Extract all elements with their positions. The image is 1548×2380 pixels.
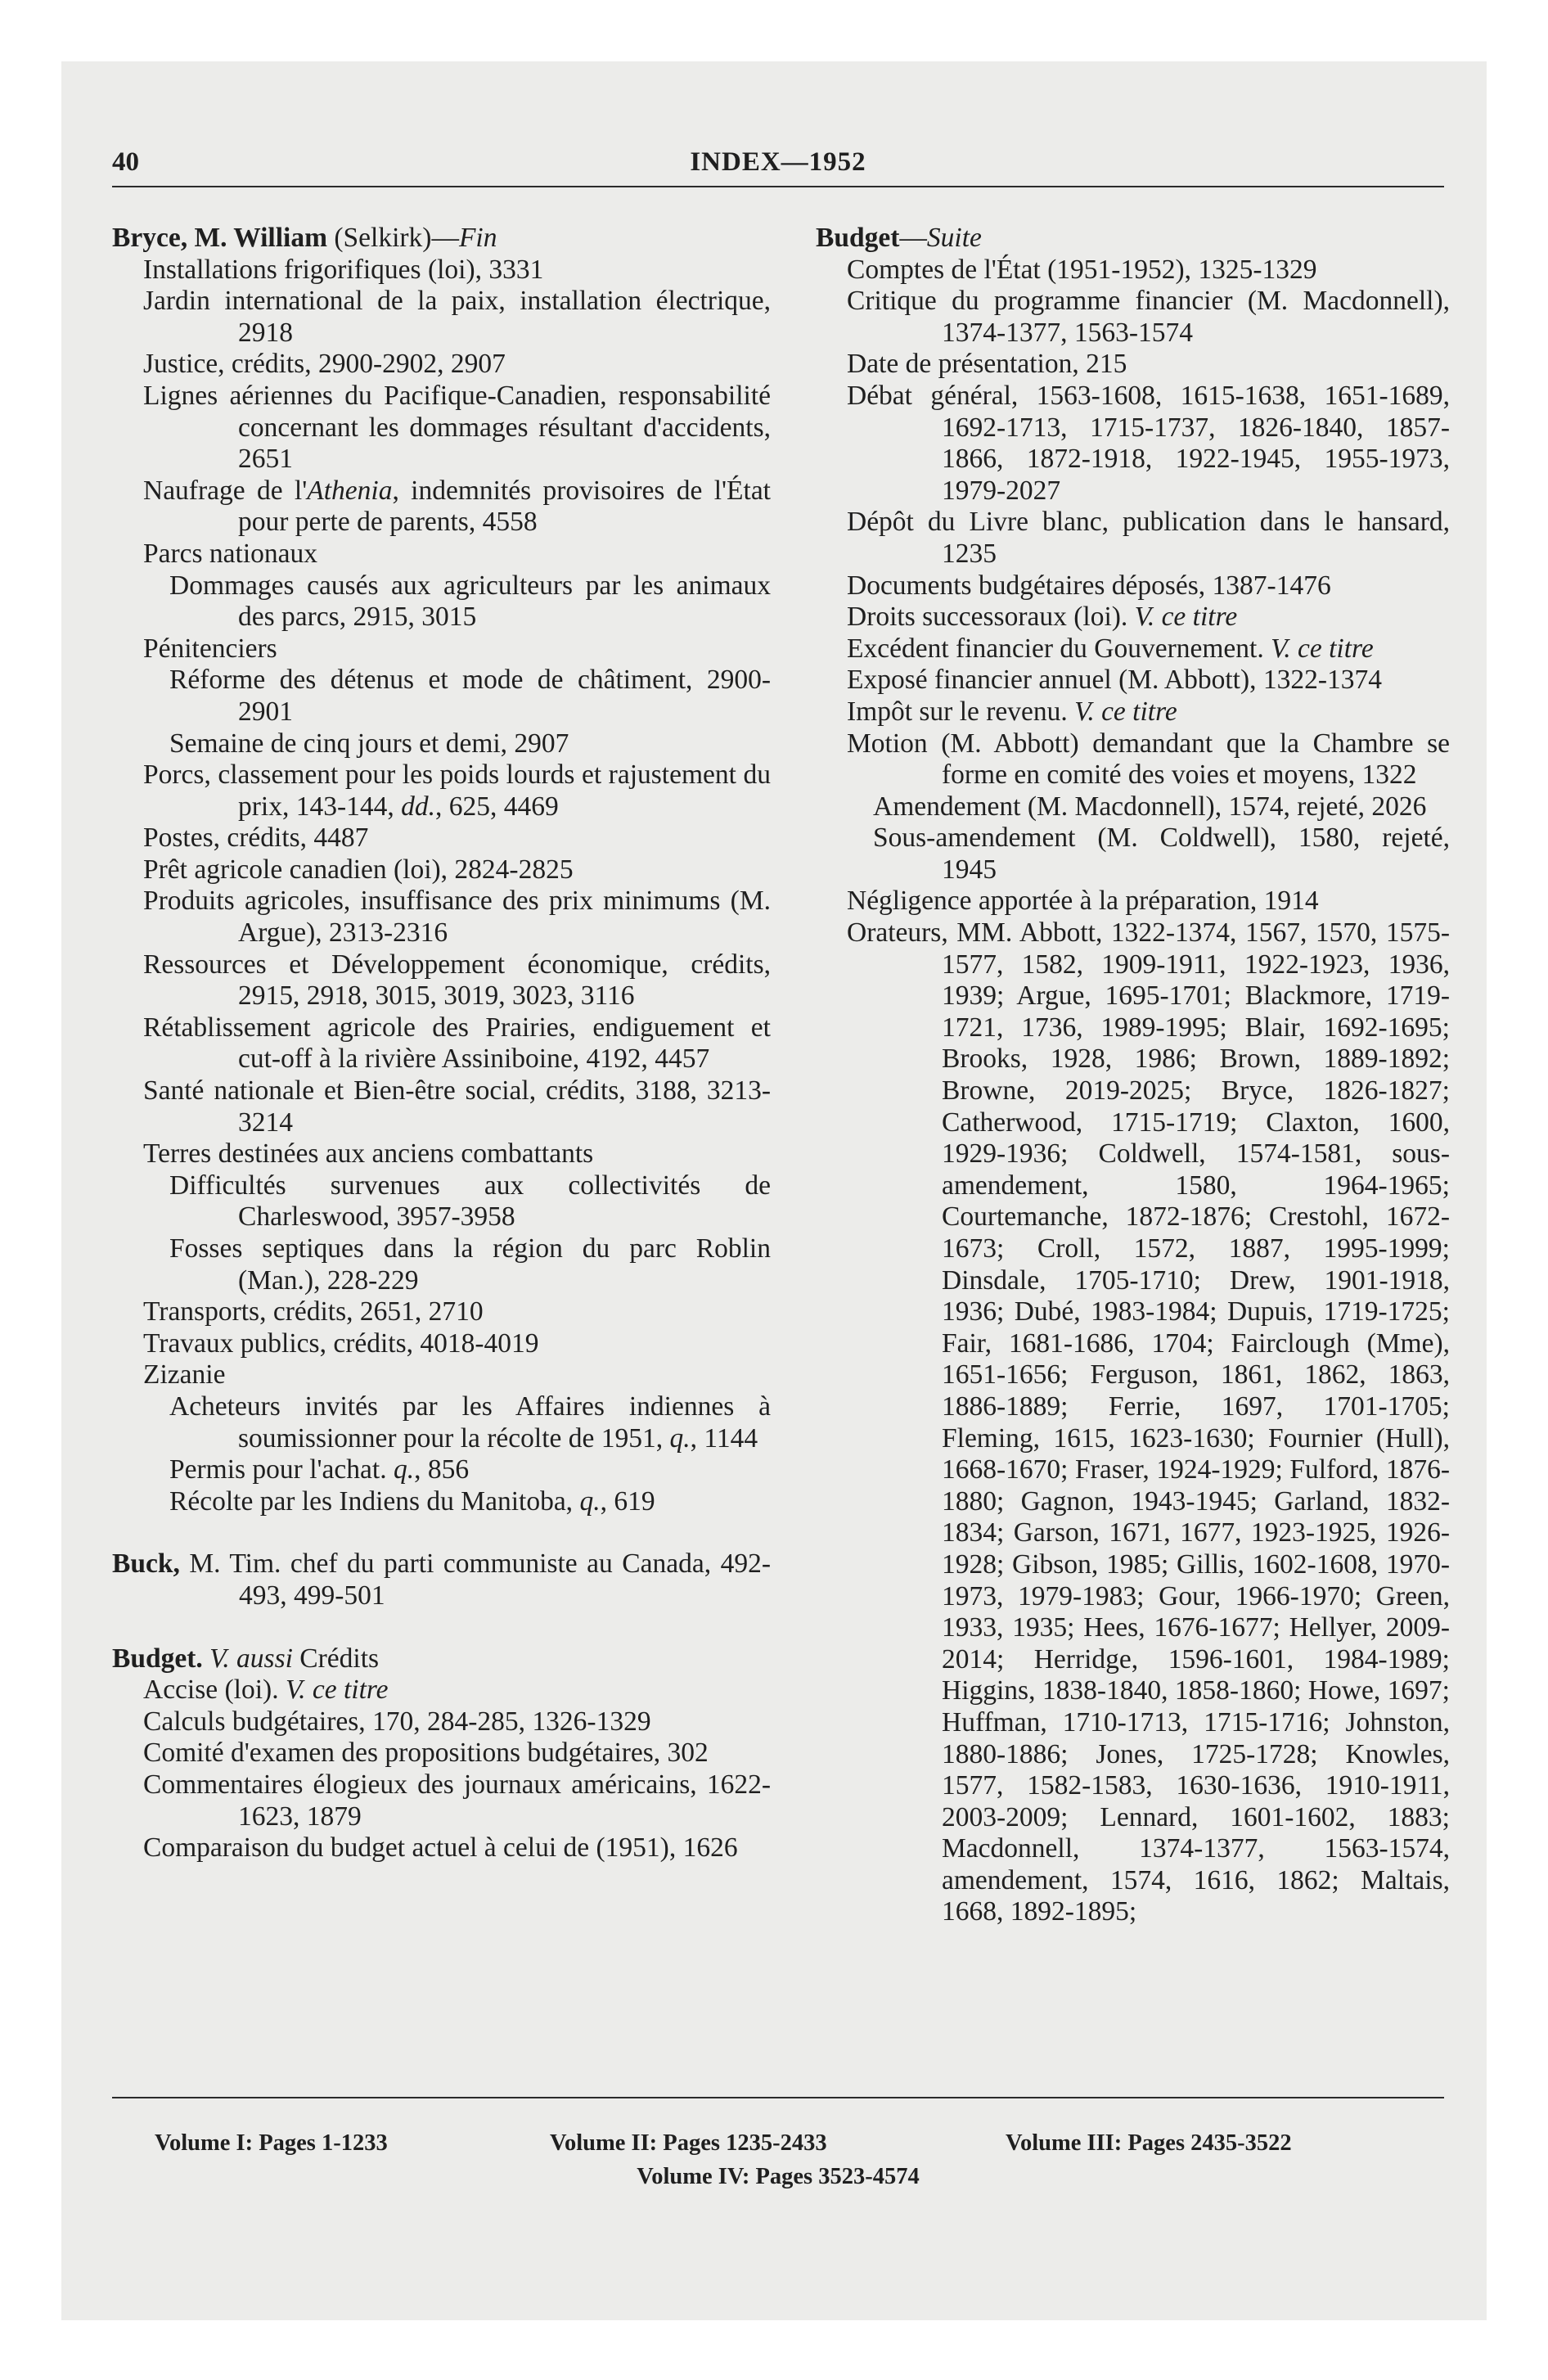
index-entry <box>112 823 771 854</box>
index-heading <box>112 223 771 255</box>
index-entry <box>112 1296 771 1328</box>
volume-footer <box>112 2130 1444 2204</box>
index-entry <box>112 1675 771 1706</box>
index-entry <box>816 381 1450 507</box>
index-entry <box>816 823 1450 886</box>
entry-text: Acheteurs invités par les Affaires indiennes à soumissionner pour la récolte de 1951, <box>169 1391 771 1454</box>
entry-text: Motion (M. Abbott) demandant que la Chambre se forme en comité des voies et moyens, 1322 <box>847 728 1450 791</box>
index-entry <box>816 570 1450 602</box>
entry-text: Installations frigorifiques (loi), 3331 <box>143 254 544 285</box>
entry-text: M. Tim. chef du parti communiste au Canada, 492-493, 499-501 <box>179 1548 771 1611</box>
index-entry <box>816 728 1450 791</box>
index-entry <box>816 349 1450 381</box>
index-column-left <box>112 223 771 1864</box>
index-entry <box>112 1769 771 1832</box>
index-entry <box>112 1075 771 1138</box>
entry-text: Parcs nationaux <box>143 538 318 569</box>
entry-text: — <box>899 223 927 253</box>
entry-text: Justice, crédits, 2900-2902, 2907 <box>143 349 506 380</box>
entry-text: V. aussi <box>209 1643 293 1674</box>
entry-text: V. ce titre <box>1134 602 1238 633</box>
index-entry <box>112 886 771 949</box>
entry-text: V. ce titre <box>1271 633 1374 664</box>
entry-text: , 619 <box>600 1485 655 1517</box>
entry-text: V. ce titre <box>285 1675 389 1706</box>
entry-text: Zizanie <box>143 1359 226 1391</box>
entry-text: Excédent financier du Gouvernement. <box>847 633 1271 664</box>
page-number: 40 <box>112 147 139 177</box>
entry-heading-name: Buck, <box>112 1548 180 1580</box>
index-entry <box>112 728 771 760</box>
header-rule <box>112 186 1444 187</box>
entry-text: Date de présentation, 215 <box>847 349 1127 380</box>
page-header <box>112 137 1444 187</box>
entry-text: Rétablissement agricole des Prairies, endiguement et cut-off à la rivière Assiniboine, 4192, 4457 <box>143 1012 771 1075</box>
index-entry <box>112 1233 771 1296</box>
volume-1-range: Volume I: Pages 1-1233 <box>155 2130 388 2156</box>
entry-text: Prêt agricole canadien (loi), 2824-2825 <box>143 854 574 885</box>
entry-text: Sous-amendement (M. Coldwell), 1580, rejeté, 1945 <box>873 823 1450 885</box>
index-entry <box>816 791 1450 823</box>
index-entry <box>816 507 1450 570</box>
entry-text: Porcs, classement pour les poids lourds et rajustement du prix, 143-144, <box>143 760 771 822</box>
entry-text: Exposé financier annuel (M. Abbott), 1322-1374 <box>847 665 1383 696</box>
index-entry <box>112 1012 771 1075</box>
entry-text: Difficultés survenues aux collectivités de Charleswood, 3957-3958 <box>169 1170 771 1233</box>
index-entry <box>112 854 771 886</box>
entry-heading-name: Budget <box>816 223 900 253</box>
index-entry <box>112 1138 771 1170</box>
entry-text <box>203 1643 209 1674</box>
index-entry <box>112 255 771 286</box>
entry-text: Fosses septiques dans la région du parc Roblin (Man.), 228-229 <box>169 1233 771 1296</box>
entry-text: Suite <box>926 223 982 253</box>
entry-heading-name: Budget. <box>112 1643 203 1674</box>
index-heading <box>816 223 1450 255</box>
footer-rule <box>112 2097 1444 2098</box>
entry-text: Comptes de l'État (1951-1952), 1325-1329 <box>847 254 1317 285</box>
entry-text: Récolte par les Indiens du Manitoba, <box>169 1485 580 1517</box>
entry-text: Naufrage de l' <box>143 475 308 506</box>
entry-text: Commentaires élogieux des journaux américains, 1622-1623, 1879 <box>143 1769 771 1832</box>
index-entry <box>112 1359 771 1391</box>
index-entry <box>112 539 771 570</box>
entry-text: Amendement (M. Macdonnell), 1574, rejeté, 2026 <box>873 791 1427 822</box>
index-entry <box>112 949 771 1012</box>
entry-text: Accise (loi). <box>143 1675 286 1706</box>
index-heading <box>112 1548 771 1611</box>
entry-text: Jardin international de la paix, installation électrique, 2918 <box>143 286 771 348</box>
index-entry <box>816 633 1450 665</box>
index-entry <box>112 1832 771 1864</box>
index-entry <box>112 1328 771 1360</box>
entry-text: Terres destinées aux anciens combattants <box>143 1138 594 1170</box>
volume-3-range: Volume III: Pages 2435-3522 <box>1006 2130 1292 2156</box>
entry-text: Lignes aériennes du Pacifique-Canadien, responsabilité concernant les dommages résultant d'accidents, 2651 <box>143 380 771 475</box>
entry-text: Négligence apportée à la préparation, 1914 <box>847 886 1319 917</box>
entry-text: dd. <box>401 791 435 822</box>
entry-text: Débat général, 1563-1608, 1615-1638, 1651-1689, 1692-1713, 1715-1737, 1826-1840, 1857-1866, 1872-1918, 1922-1945, 1955-1973, 1979-2027 <box>847 380 1450 506</box>
entry-text: Réforme des détenus et mode de châtiment, 2900-2901 <box>169 665 771 727</box>
entry-text: Santé nationale et Bien-être social, crédits, 3188, 3213-3214 <box>143 1075 771 1138</box>
entry-text: , 856 <box>414 1454 470 1485</box>
index-entry <box>112 760 771 823</box>
entry-text: , indemnités provisoires de l'État pour perte de parents, 4558 <box>238 475 771 538</box>
index-entry <box>112 665 771 728</box>
index-entry <box>112 1738 771 1769</box>
index-entry <box>816 255 1450 286</box>
entry-text: , 1144 <box>690 1422 758 1454</box>
entry-text: Permis pour l'achat. <box>169 1454 394 1485</box>
index-heading <box>112 1643 771 1675</box>
entry-text: Crédits <box>292 1643 380 1674</box>
index-entry <box>816 665 1450 696</box>
entry-text: Postes, crédits, 4487 <box>143 823 369 854</box>
index-entry <box>112 570 771 633</box>
entry-text: q. <box>393 1454 415 1485</box>
entry-text: Travaux publics, crédits, 4018-4019 <box>143 1327 539 1359</box>
entry-text: Comparaison du budget actuel à celui de (1951), 1626 <box>143 1832 738 1864</box>
entry-text: Transports, crédits, 2651, 2710 <box>143 1296 484 1327</box>
index-entry <box>112 349 771 381</box>
volume-2-range: Volume II: Pages 1235-2433 <box>550 2130 827 2156</box>
entry-text: Fin <box>458 223 497 253</box>
index-entry <box>816 917 1450 1928</box>
index-column-right <box>816 223 1450 1928</box>
index-entry <box>112 1454 771 1486</box>
index-entry <box>112 1706 771 1738</box>
entry-text: Pénitenciers <box>143 633 277 664</box>
index-entry <box>112 633 771 665</box>
entry-text: q. <box>579 1485 601 1517</box>
index-entry <box>816 886 1450 917</box>
index-entry <box>112 476 771 539</box>
page-title: INDEX—1952 <box>690 147 866 177</box>
index-entry <box>816 696 1450 728</box>
entry-text: Droits successoraux (loi). <box>847 602 1135 633</box>
entry-text: Comité d'examen des propositions budgétaires, 302 <box>143 1738 709 1769</box>
index-entry <box>112 1170 771 1233</box>
index-entry <box>112 1486 771 1518</box>
index-entry <box>112 286 771 349</box>
entry-text: Dommages causés aux agriculteurs par les animaux des parcs, 2915, 3015 <box>169 570 771 633</box>
entry-text: Critique du programme financier (M. Macdonnell), 1374-1377, 1563-1574 <box>847 286 1450 348</box>
volume-4-range: Volume IV: Pages 3523-4574 <box>637 2164 920 2189</box>
entry-text: q. <box>669 1422 691 1454</box>
entry-text: Calculs budgétaires, 170, 284-285, 1326-1329 <box>143 1706 651 1737</box>
entry-text: , 625, 4469 <box>435 791 559 822</box>
index-entry <box>112 381 771 476</box>
entry-heading-name: Bryce, M. William <box>112 223 327 253</box>
entry-text: V. ce titre <box>1074 696 1177 727</box>
index-entry <box>112 1391 771 1454</box>
entry-text: Athenia <box>307 475 393 506</box>
index-entry <box>816 602 1450 633</box>
index-entry <box>816 286 1450 349</box>
entry-text: Produits agricoles, insuffisance des prix minimums (M. Argue), 2313-2316 <box>143 886 771 949</box>
entry-text: (Selkirk)— <box>327 223 459 253</box>
entry-text: Ressources et Développement économique, crédits, 2915, 2918, 3015, 3019, 3023, 3116 <box>143 949 771 1012</box>
entry-text: Impôt sur le revenu. <box>847 696 1075 727</box>
entry-text: Semaine de cinq jours et demi, 2907 <box>169 728 569 759</box>
entry-text: Orateurs, MM. Abbott, 1322-1374, 1567, 1570, 1575-1577, 1582, 1909-1911, 1922-1923, 1936, 1939; Argue, 1695-1701; Blackmore, 1719-1721, 1736, 1989-1995; Blair, 1692-1695; Brooks, 1928, 1986; Brown, 1889-1892; Browne, 2019-2025; Bryce, 1826-1827; Catherwood, 1715-1719; Claxton, 1600, 1929-1936; Coldwell, 1574-1581, sous-amendement, 1580, 1964-1965; Courtemanche, 1872-1876; Crestohl, 1672-1673; Croll, 1572, 1887, 1995-1999; Dinsdale, 1705-1710; Drew, 1901-1918, 1936; Dubé, 1983-1984; Dupuis, 1719-1725; Fair, 1681-1686, 1704; Fairclough (Mme), 1651-1656; Ferguson, 1861, 1862, 1863, 1886-1889; Ferrie, 1697, 1701-1705; Fleming, 1615, 1623-1630; Fournier (Hull), 1668-1670; Fraser, 1924-1929; Fulford, 1876-1880; Gagnon, 1943-1945; Garland, 1832-1834; Garson, 1671, 1677, 1923-1925, 1926-1928; Gibson, 1985; Gillis, 1602-1608, 1970-1973, 1979-1983; Gour, 1966-1970; Green, 1933, 1935; Hees, 1676-1677; Hellyer, 2009-2014; Herridge, 1596-1601, 1984-1989; Higgins, 1838-1840, 1858-1860; Howe, 1697; Huffman, 1710-1713, 1715-1716; Johnston, 1880-1886; Jones, 1725-1728; Knowles, 1577, 1582-1583, 1630-1636, 1910-1911, 2003-2009; Lennard, 1601-1602, 1883; Macdonnell, 1374-1377, 1563-1574, amendement, 1574, 1616, 1862; Maltais, 1668, 1892-1895; <box>847 917 1450 1927</box>
entry-text: Dépôt du Livre blanc, publication dans le hansard, 1235 <box>847 507 1450 569</box>
entry-text: Documents budgétaires déposés, 1387-1476 <box>847 570 1331 601</box>
